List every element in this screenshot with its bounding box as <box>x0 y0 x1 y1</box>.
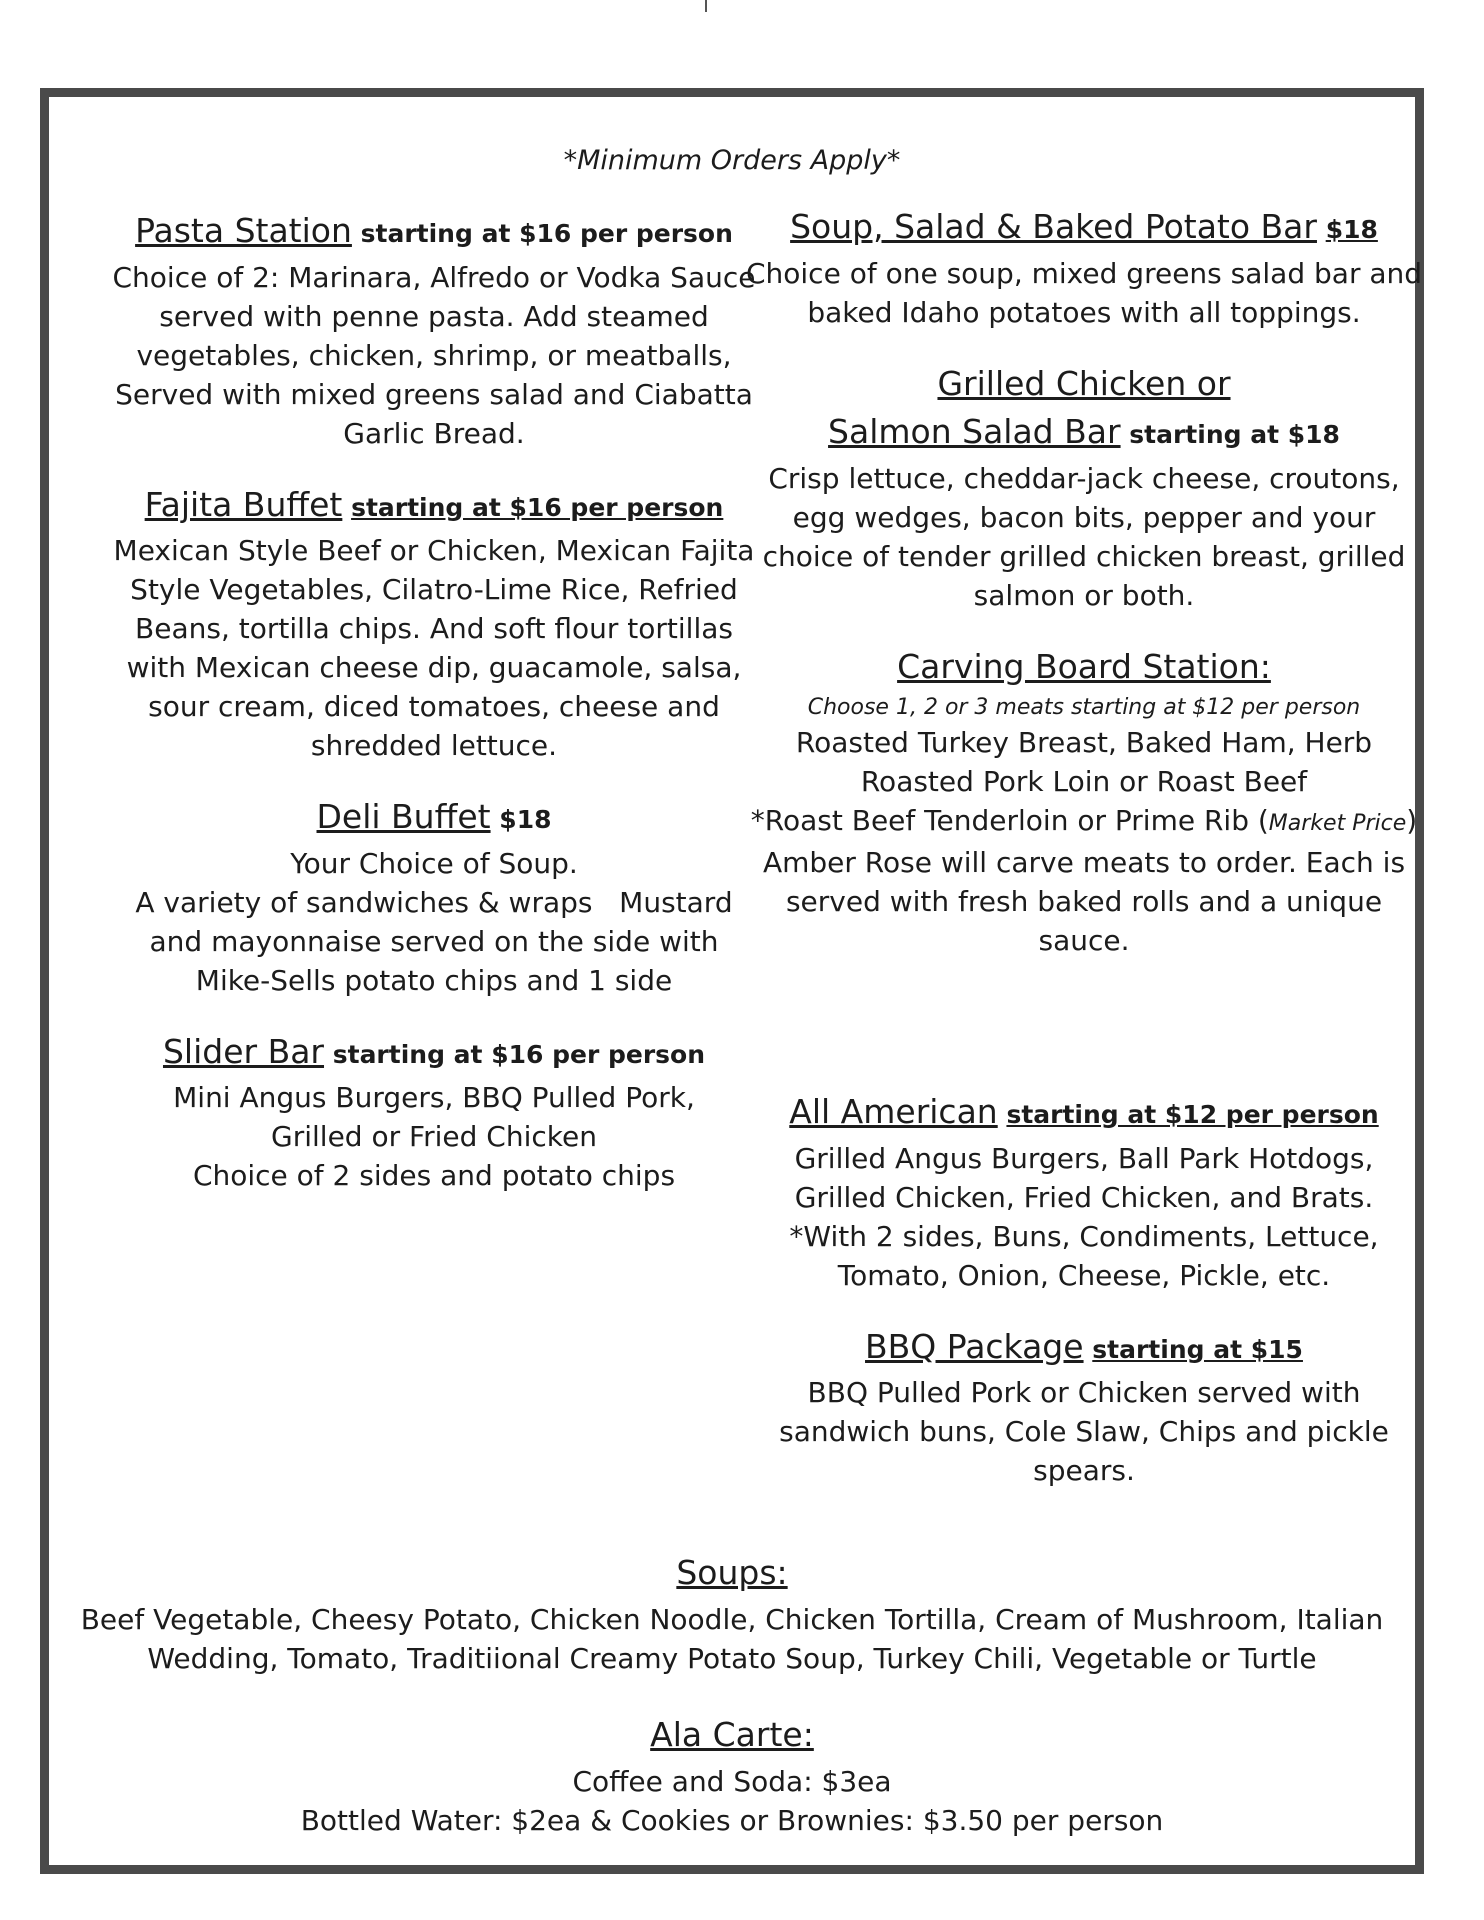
deli-line: Mike-Sells potato chips and 1 side <box>195 963 673 997</box>
pasta-line: Served with mixed greens salad and Ciabatta <box>115 377 753 411</box>
grilled-salad-title-1: Grilled Chicken or <box>937 363 1231 403</box>
fajita-line: sour cream, diced tomatoes, cheese and <box>148 690 720 724</box>
carving-line: Roasted Turkey Breast, Baked Ham, Herb <box>795 726 1373 760</box>
deli-buffet-price: $18 <box>499 805 552 835</box>
all-american-title: All American <box>789 1092 998 1132</box>
carving-line: Amber Rose will carve meats to order. Each is <box>762 846 1406 880</box>
ala-carte-line: Bottled Water: $2ea & Cookies or Brownies: $3.50 per person <box>300 1803 1164 1837</box>
carving-line: sauce. <box>1038 924 1130 958</box>
fajita-buffet-title: Fajita Buffet <box>144 484 343 524</box>
ala-carte-title: Ala Carte: <box>650 1715 814 1754</box>
grilled-salad-bar-section <box>739 362 1429 615</box>
all-american-price: starting at $12 per person <box>1006 1100 1379 1130</box>
fajita-line: Style Vegetables, Cilatro-Lime Rice, Refried <box>130 573 738 607</box>
left-column <box>89 209 779 1225</box>
pasta-station-section <box>89 209 779 453</box>
grilled-line: salmon or both. <box>973 578 1195 612</box>
pasta-station-price: starting at $16 per person <box>360 219 733 248</box>
minimum-orders-note: *Minimum Orders Apply* <box>563 145 901 176</box>
fajita-line: shredded lettuce. <box>310 729 558 763</box>
pasta-station-title: Pasta Station <box>135 211 352 250</box>
soups-title: Soups: <box>676 1553 788 1592</box>
deli-buffet-title: Deli Buffet <box>316 797 491 837</box>
soup-salad-potato-section <box>739 205 1429 332</box>
slider-line: Grilled or Fried Chicken <box>271 1120 597 1154</box>
deli-line: A variety of sandwiches & wraps Mustard <box>135 885 733 919</box>
carving-board-section <box>739 645 1429 961</box>
carving-line: Roasted Pork Loin or Roast Beef <box>860 765 1308 799</box>
carving-board-subtitle: Choose 1, 2 or 3 meats starting at $12 per person <box>807 695 1361 721</box>
slider-bar-section <box>89 1030 779 1196</box>
soup-salad-potato-price: $18 <box>1325 215 1378 244</box>
slider-line: Mini Angus Burgers, BBQ Pulled Pork, <box>173 1081 695 1115</box>
deli-line: and mayonnaise served on the side with <box>149 924 719 958</box>
menu-frame <box>40 88 1424 1874</box>
fajita-line: with Mexican cheese dip, guacamole, salsa, <box>126 651 742 685</box>
pasta-line: Choice of 2: Marinara, Alfredo or Vodka Sauce <box>112 260 756 294</box>
american-line: Tomato, Onion, Cheese, Pickle, etc. <box>837 1258 1331 1292</box>
american-line: Grilled Chicken, Fried Chicken, and Brats. <box>794 1180 1374 1214</box>
soups-section <box>49 1551 1415 1678</box>
ala-carte-section <box>49 1713 1415 1840</box>
bbq-package-price: starting at $15 <box>1092 1334 1303 1364</box>
fajita-line: Mexican Style Beef or Chicken, Mexican Fajita <box>113 534 755 568</box>
bbq-package-title: BBQ Package <box>865 1326 1084 1366</box>
soup-salad-potato-title: Soup, Salad & Baked Potato Bar <box>790 207 1317 246</box>
pasta-line: Garlic Bread. <box>343 416 525 450</box>
grilled-line: Crisp lettuce, cheddar-jack cheese, croutons, <box>768 461 1400 495</box>
pasta-line: served with penne pasta. Add steamed <box>159 299 709 333</box>
slider-bar-title: Slider Bar <box>162 1031 325 1071</box>
bbq-line: BBQ Pulled Pork or Chicken served with <box>807 1376 1361 1410</box>
soups-line: Beef Vegetable, Cheesy Potato, Chicken Noodle, Chicken Tortilla, Cream of Mushroom, Italian <box>80 1602 1384 1636</box>
bbq-line: spears. <box>1033 1454 1135 1488</box>
soups-line: Wedding, Tomato, Traditiional Creamy Potato Soup, Turkey Chili, Vegetable or Turtle <box>147 1641 1317 1675</box>
grilled-salad-title-2: Salmon Salad Bar <box>828 412 1121 452</box>
grilled-salad-price: starting at $18 <box>1129 420 1340 450</box>
fajita-buffet-price: starting at $16 per person <box>351 492 724 522</box>
slider-line: Choice of 2 sides and potato chips <box>192 1159 676 1193</box>
bbq-line: sandwich buns, Cole Slaw, Chips and pickle <box>779 1415 1389 1449</box>
page-edge-mark <box>705 0 707 12</box>
slider-bar-price: starting at $16 per person <box>332 1039 706 1069</box>
soup-salad-line: baked Idaho potatoes with all toppings. <box>807 295 1361 329</box>
bbq-package-section <box>739 1325 1429 1491</box>
carving-line: served with fresh baked rolls and a unique <box>785 885 1383 919</box>
deli-line: Your Choice of Soup. <box>290 846 578 880</box>
fajita-buffet-section <box>89 483 779 766</box>
soup-salad-line: Choice of one soup, mixed greens salad bar and <box>745 256 1423 290</box>
carving-prime-line: *Roast Beef Tenderloin or Prime Rib (Market Price) <box>750 804 1418 838</box>
carving-board-title: Carving Board Station: <box>897 646 1271 686</box>
grilled-line: choice of tender grilled chicken breast, grilled <box>762 539 1406 573</box>
fajita-line: Beans, tortilla chips. And soft flour tortillas <box>135 612 733 646</box>
american-line: *With 2 sides, Buns, Condiments, Lettuce, <box>789 1219 1379 1253</box>
deli-buffet-section <box>89 795 779 1000</box>
american-line: Grilled Angus Burgers, Ball Park Hotdogs, <box>794 1141 1374 1175</box>
right-column <box>739 205 1429 1520</box>
grilled-line: egg wedges, bacon bits, pepper and your <box>792 500 1376 534</box>
ala-carte-line: Coffee and Soda: $3ea <box>572 1764 892 1798</box>
pasta-line: vegetables, chicken, shrimp, or meatballs, <box>136 338 732 372</box>
market-price-note: Market Price <box>1268 811 1407 837</box>
all-american-section <box>739 1090 1429 1295</box>
